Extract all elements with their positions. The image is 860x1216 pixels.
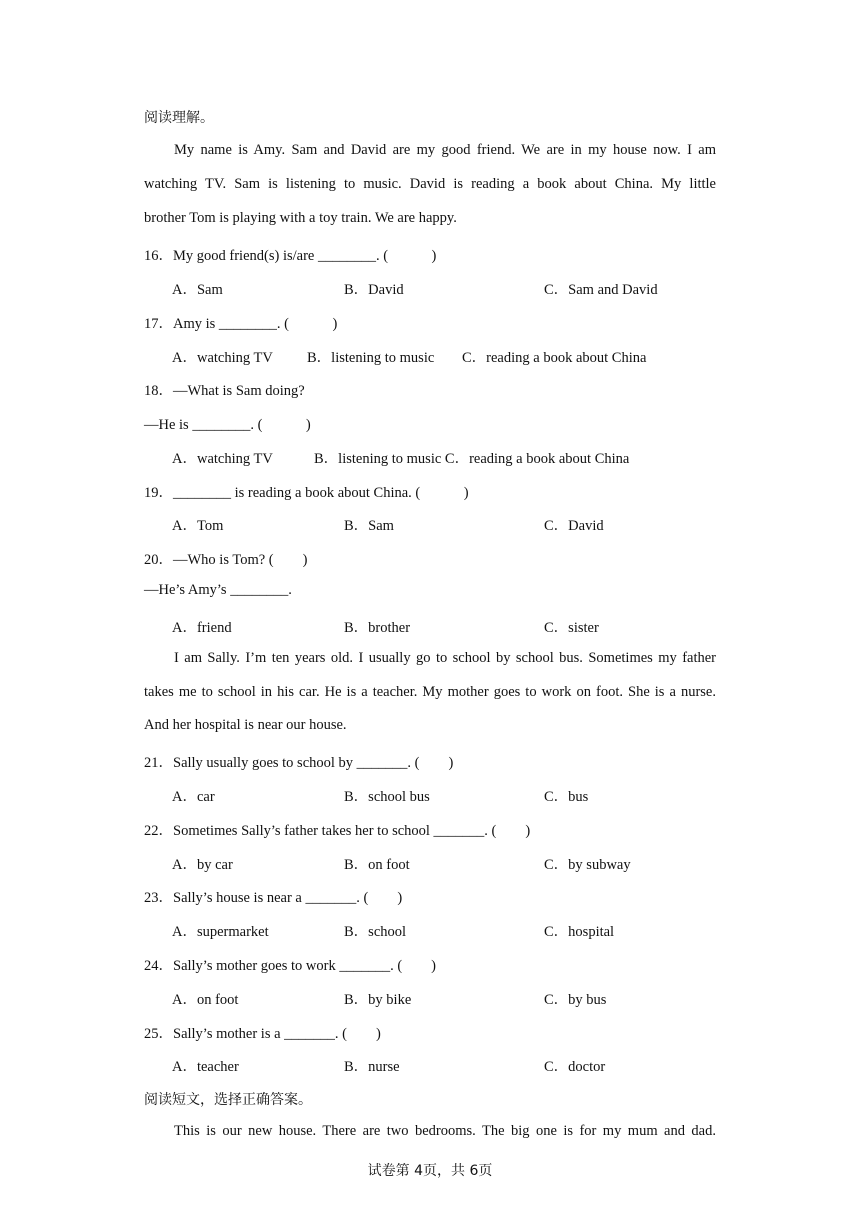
question-16: 16．My good friend(s) is/are ________. ( )	[144, 248, 437, 264]
question-23: 23．Sally’s house is near a _______. ( )	[144, 890, 403, 906]
option-a: A．car	[172, 789, 215, 805]
option-b: B．David	[344, 282, 404, 298]
option-b: B．on foot	[344, 857, 410, 873]
question-22: 22．Sometimes Sally’s father takes her to school _______. ( )	[144, 823, 531, 839]
passage-line: This is our new house. There are two bedrooms. The big one is for my mum and dad.	[174, 1123, 716, 1139]
option-c: C．David	[544, 518, 604, 534]
passage-line: And her hospital is near our house.	[144, 717, 347, 733]
option-b: B．by bike	[344, 992, 412, 1008]
option-c: C．by bus	[544, 992, 607, 1008]
option-a: A．watching TV	[172, 350, 273, 366]
question-18: 18．—What is Sam doing?	[144, 383, 305, 399]
option-a: A．watching TV	[172, 451, 273, 467]
option-b-c: B．listening to music C．reading a book about China	[314, 451, 630, 467]
passage-line: brother Tom is playing with a toy train. We are happy.	[144, 210, 457, 226]
question-18-answer-line: —He is ________. ( )	[144, 417, 311, 433]
question-20: 20．—Who is Tom? ( )	[144, 552, 308, 568]
passage-line: takes me to school in his car. He is a teacher. My mother goes to work on foot. She is a nurse.	[144, 684, 716, 700]
option-c: C．bus	[544, 789, 589, 805]
question-19: 19．________ is reading a book about China. ( )	[144, 485, 469, 501]
question-21: 21．Sally usually goes to school by _______. ( )	[144, 755, 454, 771]
page-footer: 试卷第 4页，共 6页	[367, 1163, 493, 1179]
option-b: B．nurse	[344, 1059, 400, 1075]
option-a: A．Tom	[172, 518, 224, 534]
option-a: A．Sam	[172, 282, 223, 298]
option-b: B．brother	[344, 620, 411, 636]
option-b: B．Sam	[344, 518, 394, 534]
question-25: 25．Sally’s mother is a _______. ( )	[144, 1026, 381, 1042]
option-c: C．hospital	[544, 924, 615, 940]
option-c: C．sister	[544, 620, 599, 636]
option-b: B．school	[344, 924, 407, 940]
option-a: A．supermarket	[172, 924, 269, 940]
option-a: A．by car	[172, 857, 233, 873]
passage-line: My name is Amy. Sam and David are my good friend. We are in my house now. I am	[174, 142, 716, 158]
option-c: C．by subway	[544, 857, 631, 873]
question-24: 24．Sally’s mother goes to work _______. ( )	[144, 958, 436, 974]
question-17: 17．Amy is ________. ( )	[144, 316, 338, 332]
option-c: C．reading a book about China	[462, 350, 647, 366]
question-20-answer-line: —He’s Amy’s ________.	[144, 582, 292, 598]
option-b: B．school bus	[344, 789, 430, 805]
section-heading-reading: 阅读理解。	[144, 110, 214, 126]
passage-line: watching TV. Sam is listening to music. David is reading a book about China. My little	[144, 176, 716, 192]
option-b: B．listening to music	[307, 350, 435, 366]
option-a: A．on foot	[172, 992, 239, 1008]
option-c: C．Sam and David	[544, 282, 658, 298]
option-c: C．doctor	[544, 1059, 606, 1075]
option-a: A．teacher	[172, 1059, 239, 1075]
section-heading-choose: 阅读短文，选择正确答案。	[144, 1092, 312, 1108]
passage-line: I am Sally. I’m ten years old. I usually go to school by school bus. Sometimes my father	[174, 650, 716, 666]
option-a: A．friend	[172, 620, 232, 636]
